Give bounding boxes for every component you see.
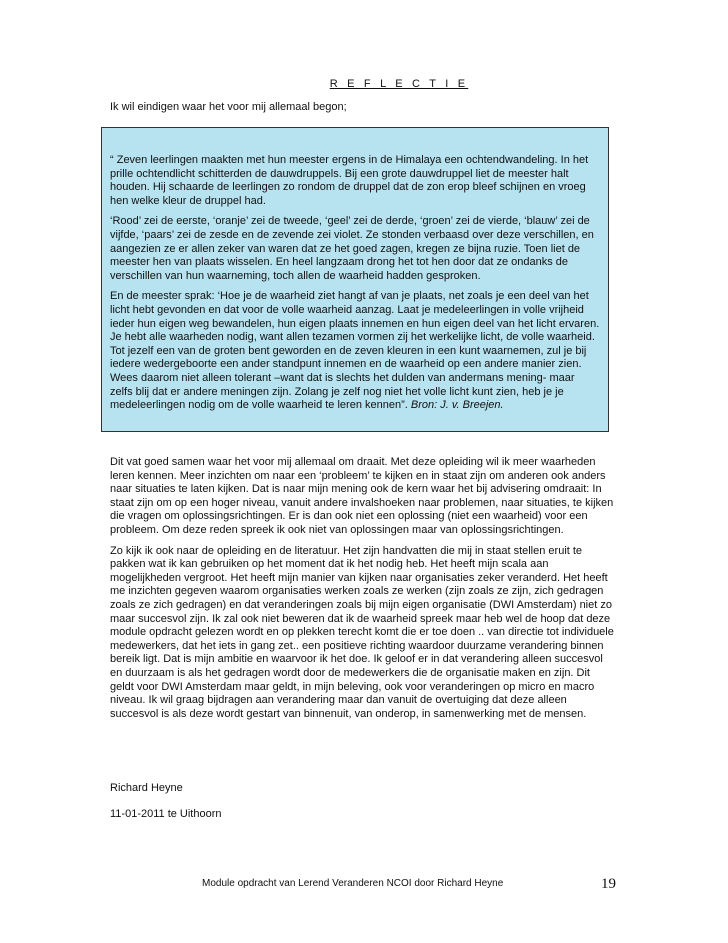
body-text xyxy=(110,456,615,728)
intro-line: Ik wil eindigen waar het voor mij allemaal begon; xyxy=(110,101,347,113)
body-paragraph-1: Dit vat goed samen waar het voor mij allemaal om draait. Met deze opleiding wil ik meer waarheden leren kennen. Meer inzichten om naar een ‘probleem’ te kijken en in staat zijn om anderen ook anders naar situaties te laten kijken. Dat is naar mijn mening ook de kern waar het bij advisering omdraait: In staat zijn om op een hoger niveau, vanuit andere invalshoeken naar problemen, naar situaties, te kijken die vragen om oplossingsrichtingen. Er is dan ook niet een oplossing (niet een waarheid) voor een probleem. Om deze reden spreek ik ook niet van oplossingen maar van oplossingsrichtingen. xyxy=(110,456,614,536)
signature-date: 11-01-2011 te Uithoorn xyxy=(110,808,222,820)
page-title: R E F L E C T I E xyxy=(329,78,469,90)
quote-box xyxy=(101,127,609,432)
quote-paragraph-3 xyxy=(110,290,600,412)
quote-source: Bron: J. v. Breejen. xyxy=(410,399,504,412)
quote-paragraph-3-text: En de meester sprak: ‘Hoe je de waarheid ziet hangt af van je plaats, net zoals je een deel van het licht hebt gevonden en dat voor de volle waarheid aanzag. Laat je medeleerlingen in volle vrijheid ieder hun eigen weg bewandelen, hun eigen plaats innemen en hun eigen deel van het licht ervaren. Je hebt alle waarheden nodig, want allen tezamen vormen zij het werkelijke licht, de volle waarheid. Tot jezelf een van de groten bent geworden en de zeven kleuren in een kunt waarnemen, zul je bij iedere wedergeboorte een ander standpunt innemen en de waarheid op een andere manier zien. Wees daarom niet alleen tolerant –want dat is slechts het dulden van andermans mening- maar zelfs blij dat er andere meningen zijn. Zolang je zelf nog niet het volle licht kunt zien, heb je je medeleerlingen nodig om de volle waarheid te leren kennen”. xyxy=(110,290,600,412)
quote-paragraph-2: ‘Rood’ zei de eerste, ‘oranje’ zei de tweede, ‘geel’ zei de derde, ‘groen’ zei de vierde, ‘blauw’ zei de vijfde, ‘paars’ zei de zesde en de zevende zei violet. Ze stonden verbaasd over deze verschillen, en aangezien ze er allen zeker van waren dat ze het goed zagen, kregen ze bijna ruzie. Toen liet de meester hen van plaats wisselen. En heel langzaam drong het tot hen door dat ze ondanks de verschillen van hun waarneming, toch allen de waarheid hadden gesproken. xyxy=(110,215,594,282)
body-paragraph-2: Zo kijk ik ook naar de opleiding en de literatuur. Het zijn handvatten die mij in staat stellen eruit te pakken wat ik kan gebruiken op het moment dat ik het nodig heb. Het heeft mijn scala aan mogelijkheden vergroot. Het heeft mijn manier van kijken naar organisaties zeker veranderd. Het heeft me inzichten gegeven waarom organisaties werken zoals ze werken (zijn zoals ze zijn, zich gedragen zoals ze zich gedragen) en dat veranderingen zoals bij mijn eigen organisatie (DWI Amsterdam) niet zo maar succesvol zijn. Ik zal ook niet beweren dat ik de waarheid spreek maar heb wel de hoop dat deze module opdracht gelezen wordt en op plekken terecht komt die er toe doen .. van directie tot individuele medewerkers, dat het iets in gang zet.. een positieve richting waardoor duurzame verandering binnen bereik ligt. Dat is mijn ambitie en waarvoor ik het doe. Ik geloof er in dat verandering alleen succesvol en duurzaam is als het gedragen wordt door de medewerkers die de organisatie maken en zijn. Dit geldt voor DWI Amsterdam maar geldt, in mijn beleving, ook voor veranderingen op micro en macro niveau. Ik wil graag bijdragen aan verandering maar dan vanuit de overtuiging dat deze alleen succesvol is als deze wordt gestart van binnenuit, van onderop, in samenwerking met de mensen. xyxy=(110,544,614,720)
signature-name: Richard Heyne xyxy=(110,782,183,794)
quote-paragraph-1: “ Zeven leerlingen maakten met hun meester ergens in de Himalaya een ochtendwandeling. In het prille ochtendlicht schitterden de dauwdruppels. Bij een grote dauwdruppel liet de meester halt houden. Hij schaarde de leerlingen zo rondom de druppel dat de zon erop bleef schijnen en vroeg hen welke kleur de druppel had. xyxy=(110,154,589,207)
footer-text: Module opdracht van Lerend Veranderen NCOI door Richard Heyne xyxy=(202,878,504,889)
page-number: 19 xyxy=(601,876,616,892)
